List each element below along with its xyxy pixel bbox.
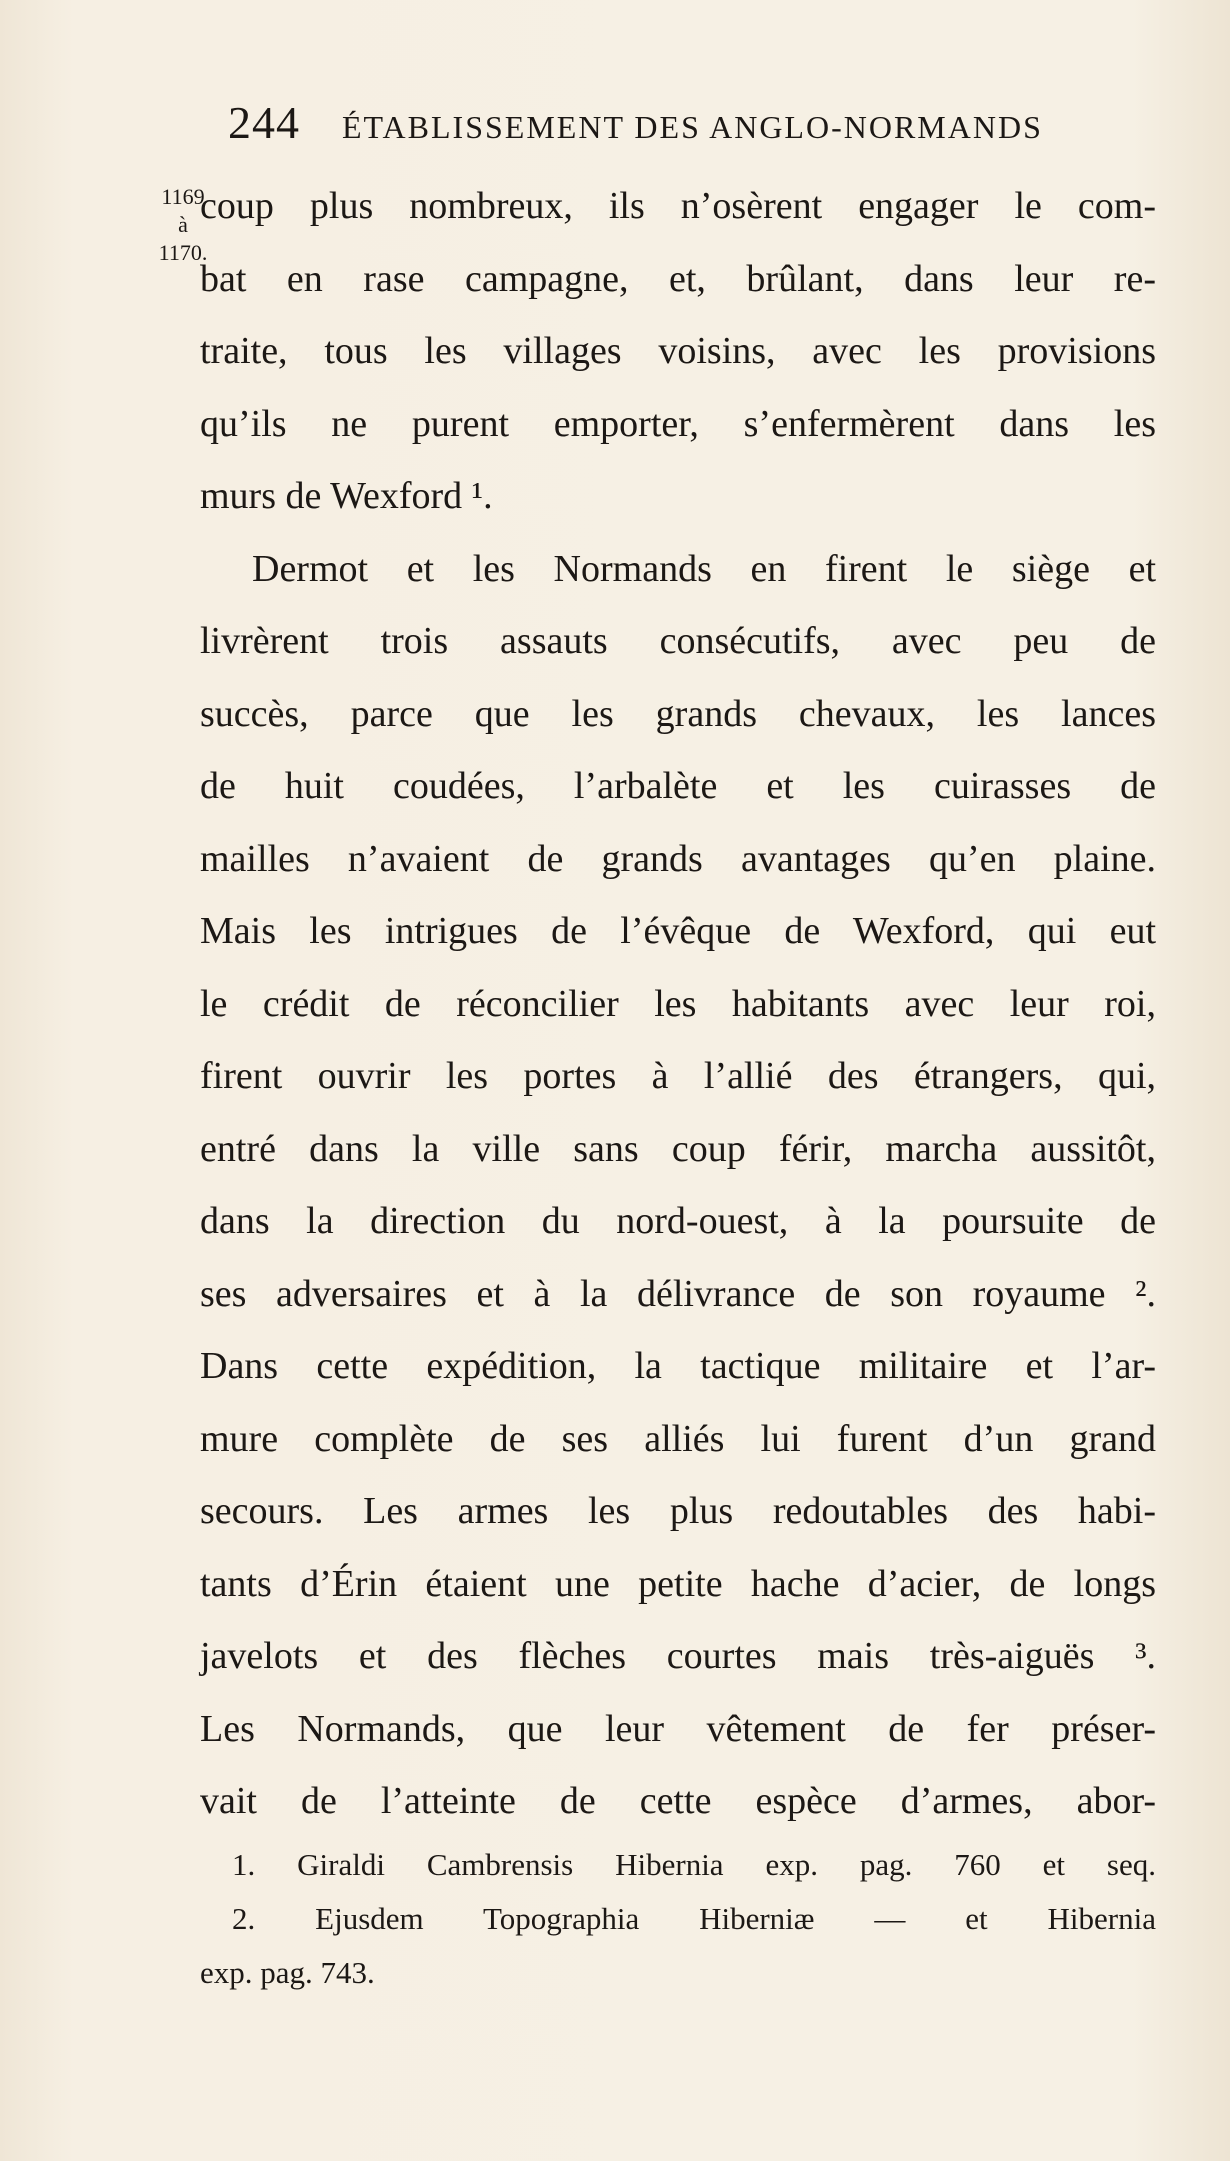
footnote-2: 2. Ejusdem Topographia Hiberniæ — et Hibernia [232,1901,1156,1936]
text-line: livrèrent trois assauts consécutifs, avec peu de [200,620,1156,662]
text-line: coup plus nombreux, ils n’osèrent engager le com- [200,185,1156,227]
text-line: tants d’Érin étaient une petite hache d’acier, de longs [200,1562,1156,1605]
text-line: bat en rase campagne, et, brûlant, dans leur re- [200,257,1156,300]
footnote-2-continued: exp. pag. 743. [200,1955,375,1990]
text-line: murs de Wexford ¹. [200,475,493,517]
text-line: le crédit de réconcilier les habitants avec leur roi, [200,982,1156,1025]
margin-separator: à [178,212,188,237]
page-header [228,96,1128,156]
paragraph-start-line: Dermot et les Normands en firent le siège et [252,547,1156,590]
text-line: secours. Les armes les plus redoutables des habi- [200,1490,1156,1532]
text-line: mailles n’avaient de grands avantages qu’en plaine. [200,837,1156,880]
page-number: 244 [228,97,300,148]
text-line: Dans cette expédition, la tactique militaire et l’ar- [200,1345,1156,1387]
body-text [200,170,1156,1838]
footnotes [200,1838,1156,2000]
text-line: ses adversaires et à la délivrance de son royaume ². [200,1272,1156,1315]
text-line: entré dans la ville sans coup férir, marcha aussitôt, [200,1127,1156,1170]
running-title: ÉTABLISSEMENT DES ANGLO-NORMANDS [342,109,1043,145]
text-line: qu’ils ne purent emporter, s’enfermèrent dans les [200,402,1156,445]
text-line: Mais les intrigues de l’évêque de Wexford, qui eut [200,910,1156,952]
text-line: Les Normands, que leur vêtement de fer préser- [200,1707,1156,1750]
text-line: javelots et des flèches courtes mais très-aiguës ³. [200,1635,1156,1677]
text-line: firent ouvrir les portes à l’allié des étrangers, qui, [200,1055,1156,1097]
text-line: vait de l’atteinte de cette espèce d’armes, abor- [200,1780,1156,1822]
margin-year-start: 1169 [161,184,205,209]
text-line: succès, parce que les grands chevaux, les lances [200,692,1156,735]
text-line: traite, tous les villages voisins, avec les provisions [200,330,1156,372]
text-line: dans la direction du nord-ouest, à la poursuite de [200,1200,1156,1242]
text-line: mure complète de ses alliés lui furent d’un grand [200,1417,1156,1460]
margin-year-end: 1170. [158,240,208,265]
text-line: de huit coudées, l’arbalète et les cuirasses de [200,765,1156,807]
footnote-1: 1. Giraldi Cambrensis Hibernia exp. pag. 760 et seq. [232,1847,1156,1882]
